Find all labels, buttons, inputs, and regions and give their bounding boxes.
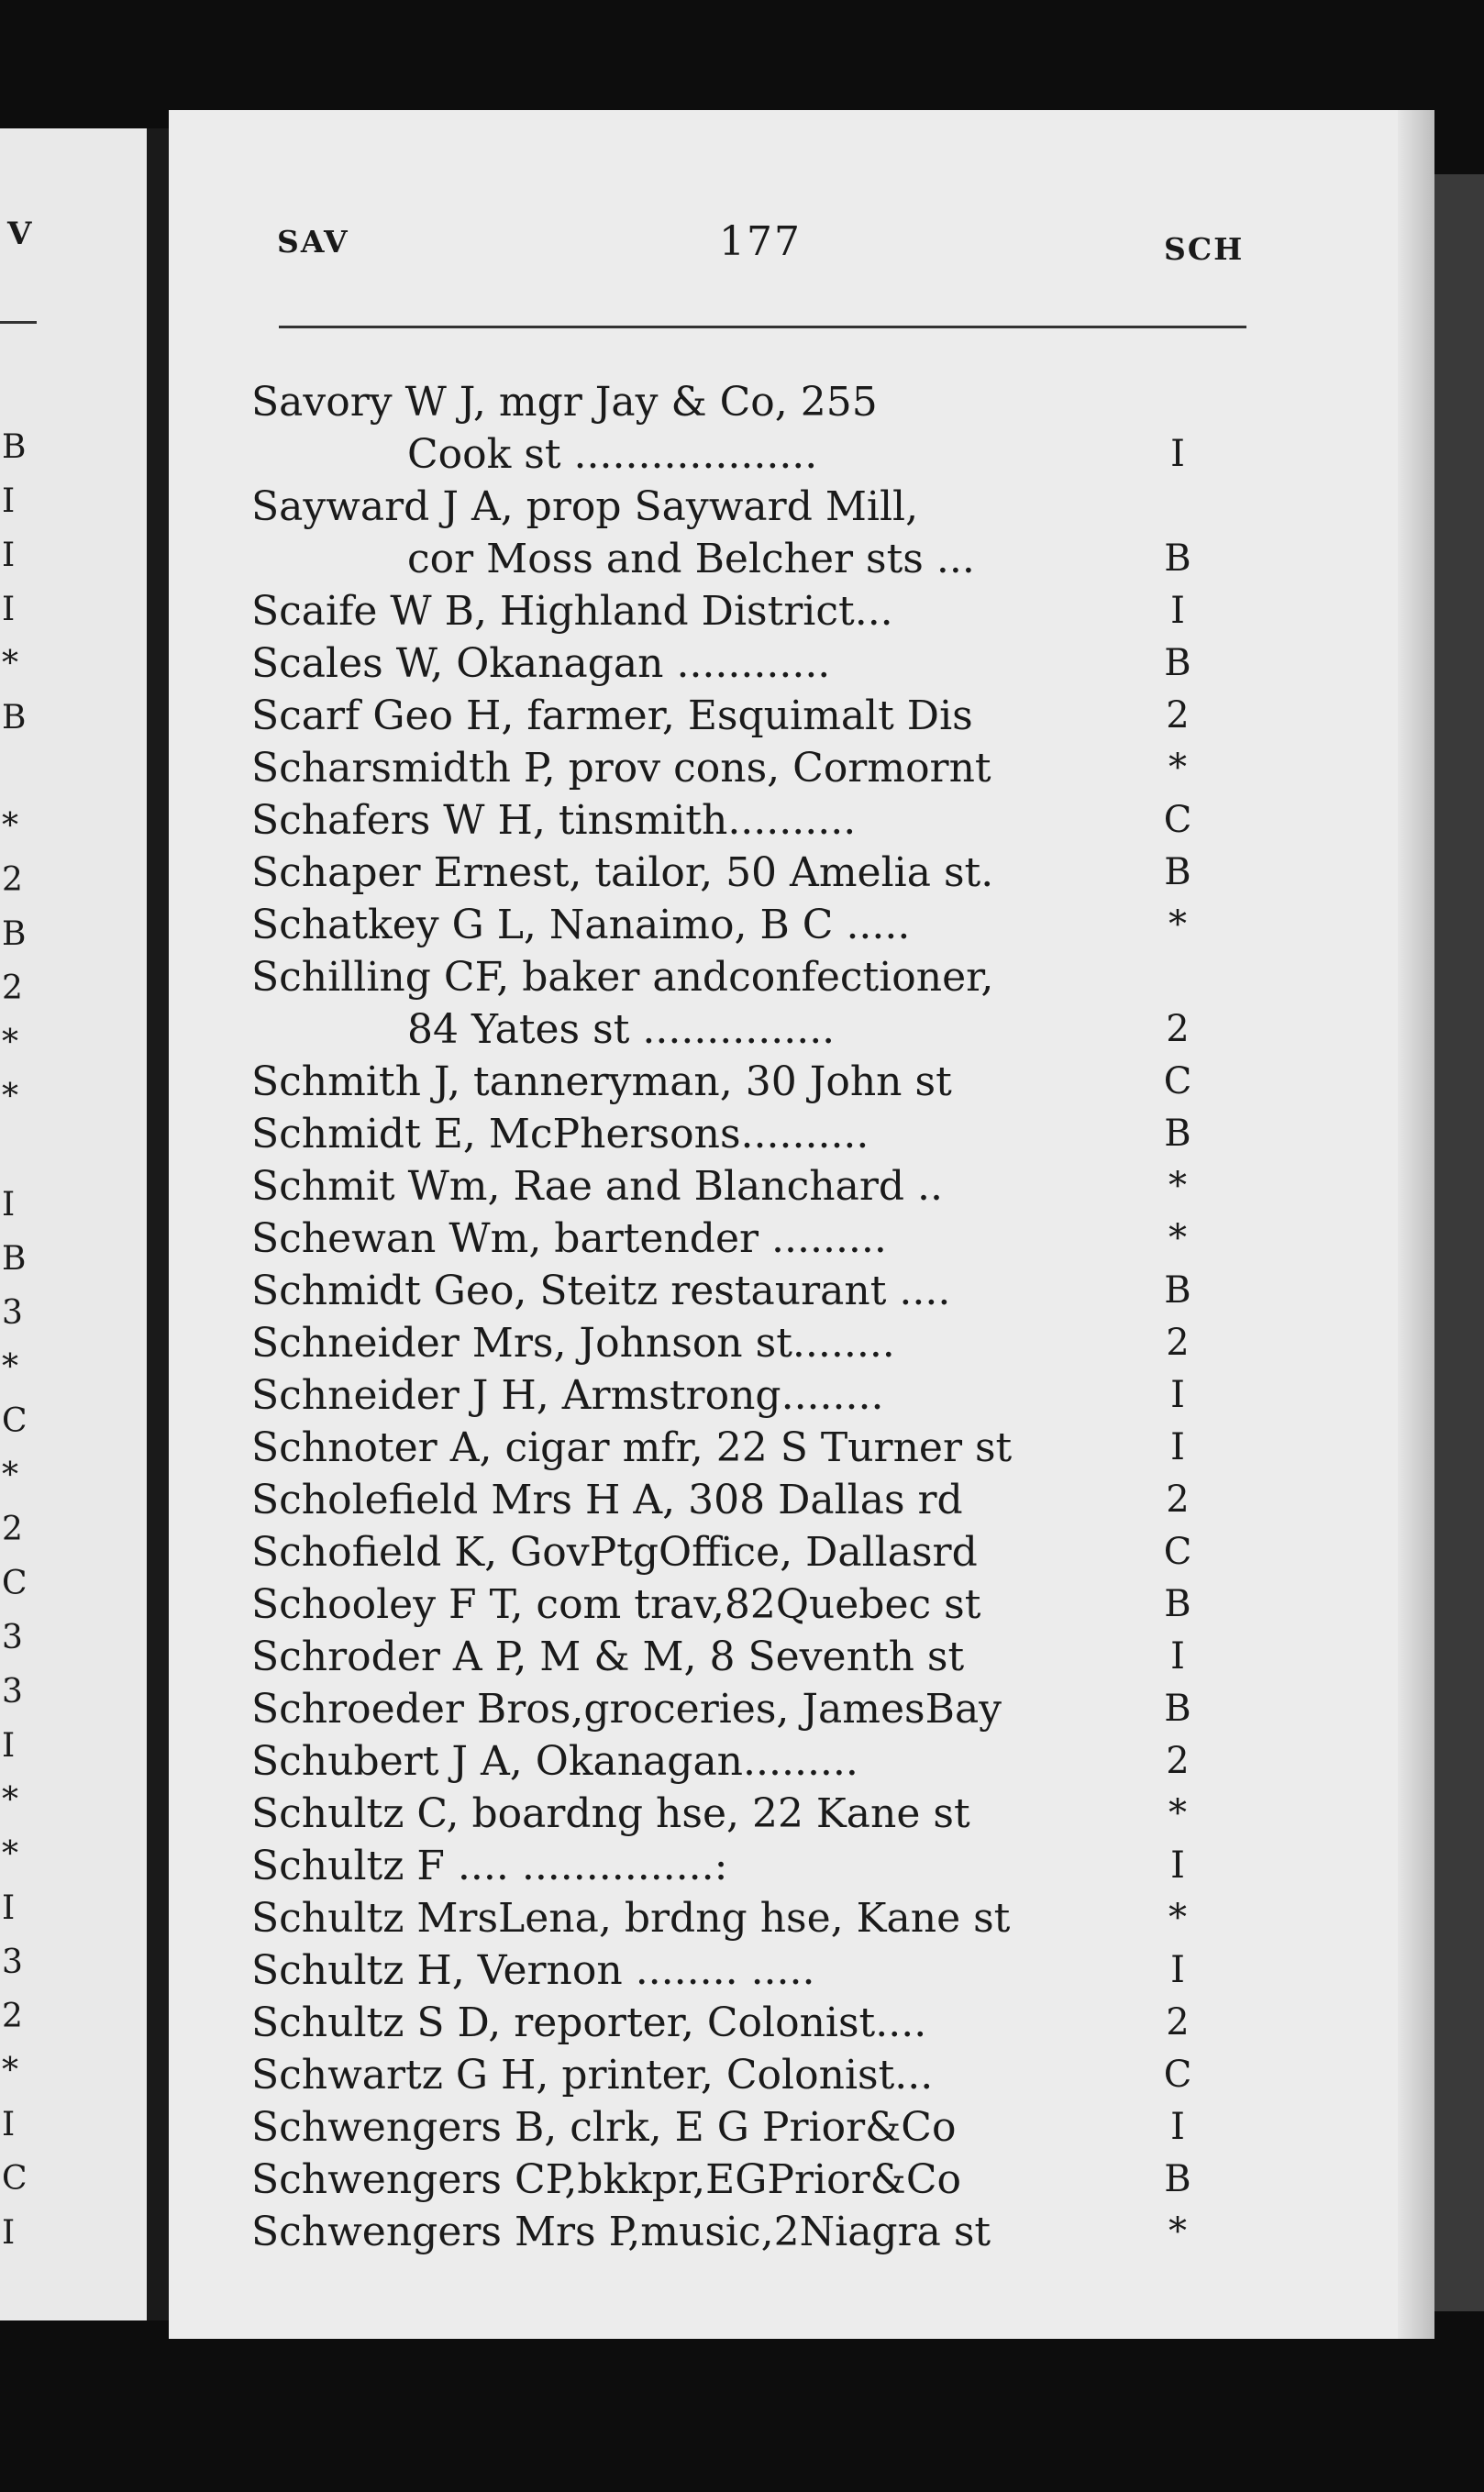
entry-code: I [1170, 433, 1185, 475]
left-page-marker [0, 1124, 28, 1178]
left-page-marker: I [2, 482, 16, 520]
entry-text: Schooley F T, com trav,82Quebec st [251, 1581, 981, 1628]
entry-code: C [1163, 799, 1192, 841]
entry-text: Schmidt Geo, Steitz restaurant .... [251, 1268, 951, 1314]
left-page-marker: C [2, 1402, 28, 1440]
entry-text: Schmit Wm, Rae and Blanchard .. [251, 1163, 943, 1210]
directory-entry [251, 1892, 1260, 1944]
entry-text: Schultz H, Vernon ........ ..... [251, 1947, 815, 1994]
entry-text: Scharsmidth P, prov cons, Cormornt [251, 745, 991, 792]
entry-code: * [1168, 1897, 1187, 1939]
entry-text: Schwengers B, clrk, E G Prior&Co [251, 2104, 957, 2151]
entry-text: Schwengers Mrs P,music,2Niagra st [251, 2209, 991, 2255]
entry-text: Schmith J, tanneryman, 30 John st [251, 1058, 952, 1105]
entry-code: * [1168, 1217, 1187, 1259]
directory-entry [251, 794, 1260, 847]
left-page-marker: * [2, 1348, 18, 1386]
left-page-marker: 2 [2, 969, 23, 1007]
left-page-marker: I [2, 2214, 16, 2252]
directory-entry [251, 1526, 1260, 1578]
left-page-marker: C [2, 2160, 28, 2198]
directory-entry [251, 637, 1260, 690]
entry-code: * [1168, 1165, 1187, 1207]
left-page-marker: * [2, 1024, 18, 1061]
entry-text: Schilling CF, baker andconfectioner, [251, 954, 994, 1001]
entry-code: 2 [1166, 694, 1190, 737]
entry-text: Sayward J A, prop Sayward Mill, [251, 483, 919, 530]
directory-entry [251, 1735, 1260, 1788]
running-head [169, 218, 1434, 273]
left-page-marker: 3 [2, 1944, 23, 1981]
directory-listings [251, 376, 1260, 2258]
directory-entry [251, 376, 1260, 428]
left-page-marker: I [2, 1727, 16, 1765]
left-page-marker: 3 [2, 1673, 23, 1711]
left-page-marker: * [2, 645, 18, 682]
entry-text: Schultz C, boardng hse, 22 Kane st [251, 1790, 970, 1837]
entry-text: Scales W, Okanagan ............ [251, 640, 831, 687]
directory-entry [251, 1369, 1260, 1422]
entry-continuation: cor Moss and Belcher sts ... [407, 536, 975, 582]
directory-entry [251, 1997, 1260, 2049]
left-page-marker: * [2, 807, 18, 845]
entry-code: C [1163, 1531, 1192, 1573]
left-page-rule [0, 321, 37, 324]
entry-text: Schroeder Bros,groceries, JamesBay [251, 1686, 1002, 1733]
directory-entry [251, 2154, 1260, 2206]
entry-code: I [1170, 1374, 1185, 1416]
entry-code: B [1164, 1269, 1191, 1312]
left-page-marker: * [2, 1781, 18, 1819]
directory-entry [251, 1108, 1260, 1160]
entry-text: Scholefield Mrs H A, 308 Dallas rd [251, 1477, 963, 1523]
entry-code: I [1170, 2106, 1185, 2148]
entry-text: Schultz MrsLena, brdng hse, Kane st [251, 1895, 1011, 1942]
entry-text: Schultz S D, reporter, Colonist.... [251, 1999, 927, 2046]
entry-continuation: Cook st ................... [407, 431, 818, 478]
entry-code: 2 [1166, 1479, 1190, 1521]
directory-entry [251, 1788, 1260, 1840]
directory-entry [251, 1003, 1260, 1056]
entry-code: I [1170, 1949, 1185, 1991]
directory-entry [251, 951, 1260, 1003]
entry-code: 2 [1166, 2001, 1190, 2043]
left-page-marker: 2 [2, 1998, 23, 2035]
page-edge-shadow [1434, 174, 1484, 2311]
directory-entry [251, 1213, 1260, 1265]
directory-entry [251, 847, 1260, 899]
entry-text: Schewan Wm, bartender ......... [251, 1215, 887, 1262]
left-page-marker: B [2, 699, 27, 737]
entry-text: Scarf Geo H, farmer, Esquimalt Dis [251, 692, 973, 739]
entry-text: Schwengers CP,bkkpr,EGPrior&Co [251, 2156, 961, 2203]
entry-code: B [1164, 642, 1191, 684]
left-page-marker: * [2, 1835, 18, 1873]
directory-entry [251, 1578, 1260, 1631]
entry-code: B [1164, 851, 1191, 893]
directory-entry [251, 742, 1260, 794]
entry-text: Schneider Mrs, Johnson st........ [251, 1320, 895, 1367]
running-head-left: SAV [277, 224, 349, 260]
entry-code: * [1168, 1792, 1187, 1834]
binding-gutter [147, 128, 169, 2320]
entry-code: I [1170, 1844, 1185, 1887]
left-page-marker: 3 [2, 1294, 23, 1332]
left-page-marker: B [2, 915, 27, 953]
entry-text: Schmidt E, McPhersons.......... [251, 1111, 869, 1157]
directory-entry [251, 1631, 1260, 1683]
entry-text: Savory W J, mgr Jay & Co, 255 [251, 379, 878, 426]
entry-code: B [1164, 2158, 1191, 2200]
left-page-markers [0, 420, 28, 2260]
entry-code: * [1168, 747, 1187, 789]
entry-text: Schofield K, GovPtgOffice, Dallasrd [251, 1529, 978, 1576]
entry-text: Schafers W H, tinsmith.......... [251, 797, 857, 844]
left-page-marker: 3 [2, 1619, 23, 1656]
directory-entry [251, 2049, 1260, 2101]
entry-text: Schaper Ernest, tailor, 50 Amelia st. [251, 849, 994, 896]
left-page-marker: I [2, 1889, 16, 1927]
left-page-marker: C [2, 1565, 28, 1602]
directory-entry [251, 1160, 1260, 1213]
left-page-marker: * [2, 2052, 18, 2089]
left-page-header: V [7, 216, 32, 252]
entry-text: Schubert J A, Okanagan......... [251, 1738, 858, 1785]
directory-page [169, 110, 1434, 2339]
entry-text: Scaife W B, Highland District... [251, 588, 893, 635]
entry-code: C [1163, 2054, 1192, 2096]
entry-text: Schroder A P, M & M, 8 Seventh st [251, 1634, 965, 1680]
directory-entry [251, 1840, 1260, 1892]
page-number: 177 [719, 218, 802, 265]
entry-continuation: 84 Yates st ............... [407, 1006, 836, 1053]
entry-code: * [1168, 2210, 1187, 2253]
entry-code: I [1170, 1635, 1185, 1678]
directory-entry [251, 1474, 1260, 1526]
entry-code: I [1170, 1426, 1185, 1468]
directory-entry [251, 2206, 1260, 2258]
directory-entry [251, 690, 1260, 742]
directory-entry [251, 585, 1260, 637]
left-page-marker: B [2, 428, 27, 466]
running-head-right: SCH [1164, 231, 1245, 267]
entry-text: Schultz F .... ...............: [251, 1843, 728, 1889]
entry-code: C [1163, 1060, 1192, 1102]
directory-entry [251, 1683, 1260, 1735]
left-page-marker [0, 745, 28, 799]
directory-entry [251, 533, 1260, 585]
left-page-marker: B [2, 1240, 27, 1278]
directory-entry [251, 481, 1260, 533]
left-page-marker: I [2, 537, 16, 574]
entry-code: B [1164, 1113, 1191, 1155]
entry-code: 2 [1166, 1008, 1190, 1050]
entry-text: Schatkey G L, Nanaimo, B C ..... [251, 902, 911, 948]
left-facing-page [0, 128, 147, 2320]
header-rule [279, 326, 1246, 328]
entry-text: Schnoter A, cigar mfr, 22 S Turner st [251, 1424, 1013, 1471]
entry-code: B [1164, 1583, 1191, 1625]
entry-code: B [1164, 1688, 1191, 1730]
directory-entry [251, 899, 1260, 951]
directory-entry [251, 1265, 1260, 1317]
directory-entry [251, 1056, 1260, 1108]
left-page-marker: I [2, 1186, 16, 1224]
entry-text: Schneider J H, Armstrong........ [251, 1372, 884, 1419]
directory-entry [251, 428, 1260, 481]
left-page-marker: 2 [2, 1511, 23, 1548]
directory-entry [251, 2101, 1260, 2154]
directory-entry [251, 1944, 1260, 1997]
entry-code: I [1170, 590, 1185, 632]
left-page-marker: * [2, 1078, 18, 1115]
entry-code: * [1168, 903, 1187, 946]
left-page-marker: 2 [2, 861, 23, 899]
directory-entry [251, 1317, 1260, 1369]
entry-code: 2 [1166, 1740, 1190, 1782]
directory-entry [251, 1422, 1260, 1474]
entry-text: Schwartz G H, printer, Colonist... [251, 2052, 934, 2099]
entry-code: 2 [1166, 1322, 1190, 1364]
left-page-marker: I [2, 2106, 16, 2143]
left-page-marker: * [2, 1456, 18, 1494]
left-page-marker: I [2, 591, 16, 628]
entry-code: B [1164, 537, 1191, 580]
